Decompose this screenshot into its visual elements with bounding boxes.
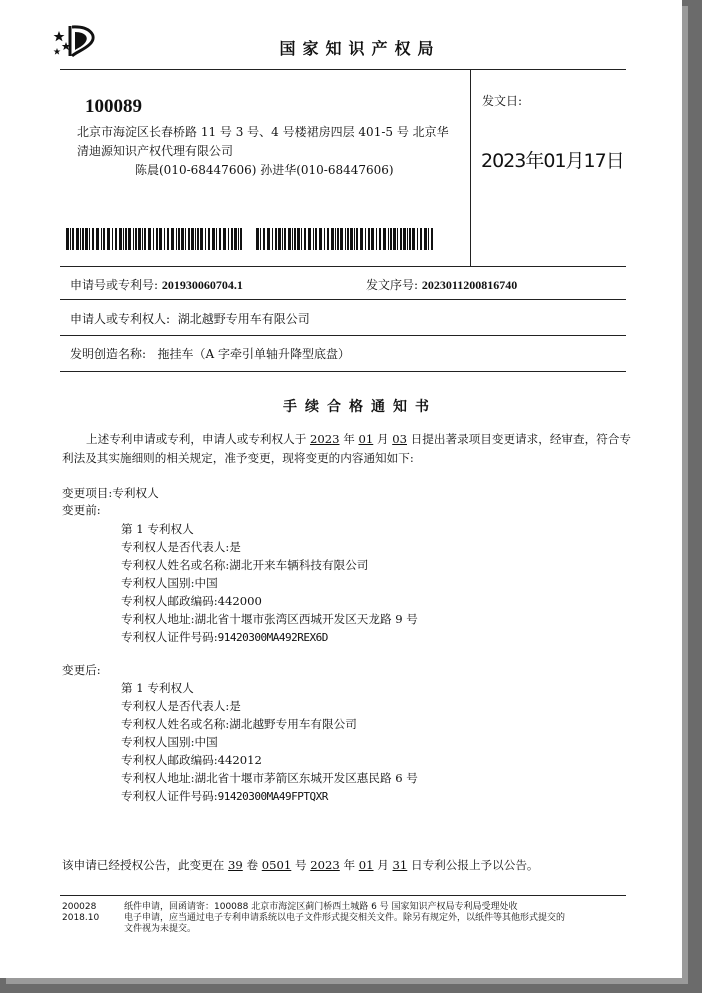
intro-text: 年 — [343, 432, 355, 446]
recipient-address-line1: 北京市海淀区长春桥路 11 号 3 号、4 号楼裙房四层 401-5 号 北京华 — [77, 125, 449, 139]
before-address: 专利权人地址:湖北省十堰市张湾区西城开发区天龙路 9 号 — [121, 612, 418, 626]
before-representative: 专利权人是否代表人:是 — [121, 540, 241, 554]
announcement — [62, 857, 539, 873]
invention-label: 发明创造名称: — [70, 347, 147, 361]
footer-mail-note: 纸件申请，回函请寄：100088 北京市海淀区蓟门桥西土城路 6 号 国家知识产权局专利局受理处收 — [124, 902, 518, 912]
gazette-volume: 39 — [228, 858, 243, 872]
recipient-postcode: 100089 — [85, 96, 142, 117]
before-patentee-title: 第 1 专利权人 — [121, 522, 194, 536]
after-address: 专利权人地址:湖北省十堰市茅箭区东城开发区惠民路 6 号 — [121, 771, 418, 785]
gazette-day: 31 — [392, 858, 408, 872]
divider — [60, 299, 626, 300]
change-item: 变更项目:专利权人 — [62, 486, 159, 500]
form-version: 2018.10 — [62, 913, 100, 923]
after-label: 变更后: — [62, 663, 101, 677]
before-id-number: 91420300MA492REX6D — [217, 631, 328, 644]
after-patentee-name: 专利权人姓名或名称:湖北越野专用车有限公司 — [121, 717, 357, 731]
divider — [60, 371, 626, 372]
dispatch-date-label: 发文日: — [482, 94, 523, 108]
applicant-label: 申请人或专利权人: — [70, 312, 171, 326]
request-month: 01 — [358, 432, 374, 446]
barcode — [66, 228, 245, 250]
cnipa-logo-icon — [50, 22, 102, 60]
after-patentee-title: 第 1 专利权人 — [121, 681, 194, 695]
after-id-number: 91420300MA49FPTQXR — [217, 790, 328, 803]
before-country: 专利权人国别:中国 — [121, 576, 218, 590]
footer-divider — [60, 895, 626, 896]
request-year: 2023 — [309, 432, 340, 446]
application-number-row — [70, 276, 243, 293]
announcement-text: 号 — [294, 858, 307, 872]
intro-text: 上述专利申请或专利，申请人或专利权人于 — [86, 432, 307, 446]
invention-row — [70, 345, 350, 362]
before-patentee-name: 专利权人姓名或名称:湖北开来车辆科技有限公司 — [121, 558, 369, 572]
announcement-text: 年 — [343, 858, 356, 872]
divider — [470, 69, 471, 266]
after-postal-code: 专利权人邮政编码:442012 — [121, 753, 262, 767]
announcement-text: 卷 — [246, 858, 259, 872]
recipient-contacts: 陈晨(010-68447606) 孙进华(010-68447606) — [135, 163, 394, 177]
after-id-label: 专利权人证件号码: — [121, 789, 218, 803]
gazette-number: 0501 — [261, 858, 292, 872]
applicant-row — [70, 310, 310, 327]
application-number: 201930060704.1 — [161, 278, 243, 292]
divider — [60, 335, 626, 336]
after-id-number-row — [121, 788, 328, 804]
intro-text: 月 — [376, 432, 389, 446]
announcement-text: 月 — [377, 858, 389, 872]
gazette-month: 01 — [358, 858, 374, 872]
divider — [60, 266, 626, 267]
divider — [60, 69, 626, 70]
footer-electronic-note: 电子申请，应当通过电子专利申请系统以电子文件形式提交相关文件。除另有规定外，以纸件等其他形式提交的 — [124, 913, 566, 923]
announcement-text: 日专利公报上予以公告。 — [410, 858, 539, 872]
after-representative: 专利权人是否代表人:是 — [121, 699, 241, 713]
serial-number-row — [366, 276, 517, 293]
form-code: 200028 — [62, 902, 97, 912]
dispatch-date: 2023年01月17日 — [481, 150, 624, 172]
gazette-year: 2023 — [310, 858, 340, 872]
barcode — [256, 228, 435, 250]
request-day: 03 — [392, 432, 407, 446]
office-name: 国家知识产权局 — [279, 39, 441, 58]
footer-electronic-note-cont: 文件视为未提交。 — [124, 924, 197, 934]
application-number-label: 申请号或专利号: — [70, 278, 159, 292]
serial-number: 2023011200816740 — [421, 278, 518, 292]
invention-name: 拖挂车（A 字牵引单轴升降型底盘） — [157, 347, 350, 361]
before-label: 变更前: — [62, 503, 101, 517]
before-id-number-row — [121, 629, 328, 645]
announcement-text: 该申请已经授权公告，此变更在 — [62, 858, 225, 872]
before-postal-code: 专利权人邮政编码:442000 — [121, 594, 262, 608]
before-id-label: 专利权人证件号码: — [121, 630, 218, 644]
intro-text: 日提出著录项目变更请求，经审查，符合专利法及其实施细则的相关规定，准予变更，现将变更的内容通知如下: — [62, 432, 631, 465]
serial-number-label: 发文序号: — [366, 278, 419, 292]
applicant-name: 湖北越野专用车有限公司 — [177, 312, 310, 326]
notice-title: 手续合格通知书 — [283, 399, 437, 415]
intro-paragraph — [62, 430, 632, 468]
after-country: 专利权人国别:中国 — [121, 735, 218, 749]
recipient-address-line2: 清迪源知识产权代理有限公司 — [77, 144, 234, 158]
